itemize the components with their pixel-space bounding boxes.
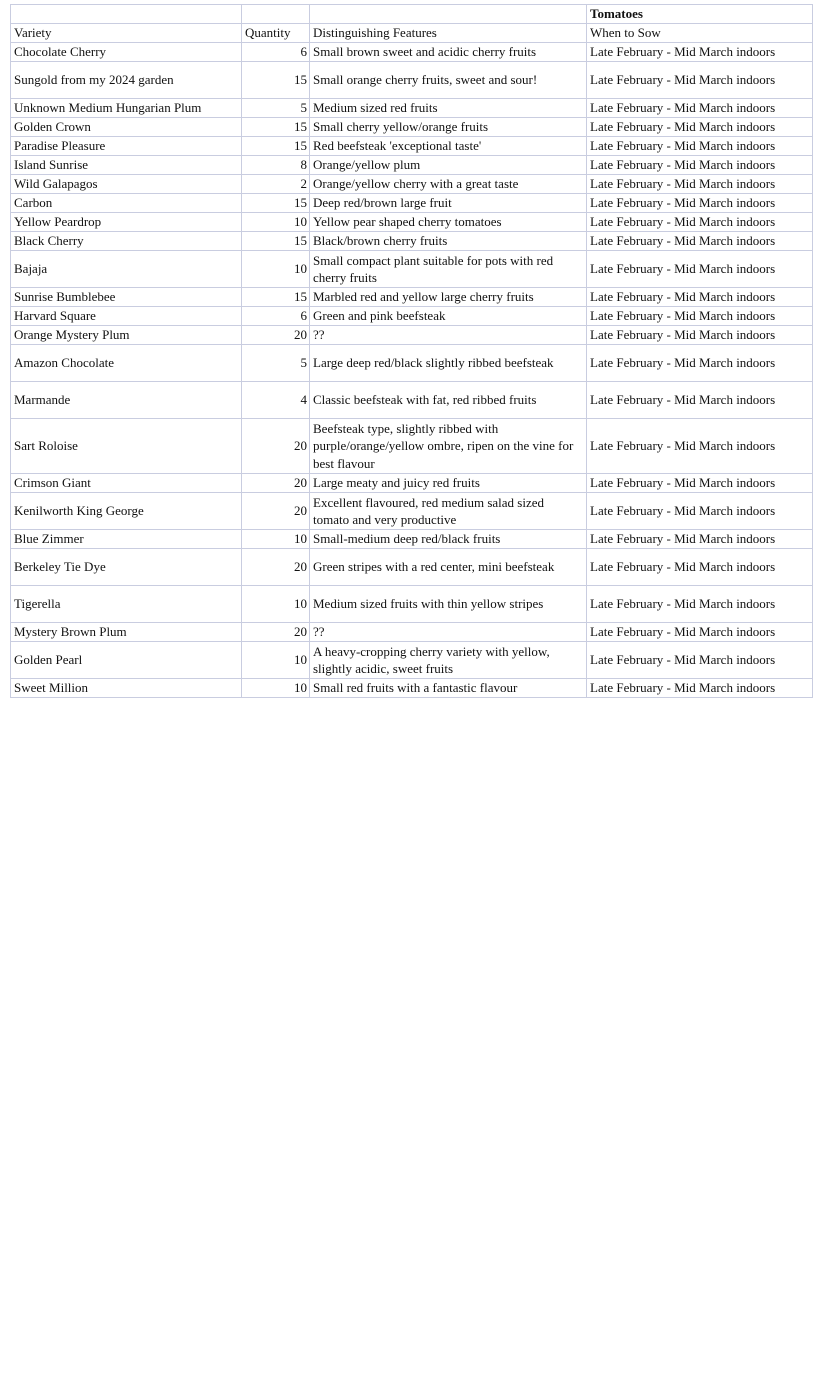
sow-cell[interactable]: Late February - Mid March indoors [587, 232, 813, 251]
table-row [11, 232, 813, 251]
quantity-cell[interactable]: 20 [242, 493, 310, 530]
quantity-cell[interactable]: 10 [242, 679, 310, 698]
quantity-cell[interactable]: 2 [242, 175, 310, 194]
variety-cell[interactable]: Amazon Chocolate [11, 345, 242, 382]
quantity-cell[interactable]: 15 [242, 137, 310, 156]
features-cell[interactable]: Small cherry yellow/orange fruits [310, 118, 587, 137]
sow-cell[interactable]: Late February - Mid March indoors [587, 474, 813, 493]
table-row [11, 288, 813, 307]
table-row [11, 530, 813, 549]
quantity-cell[interactable]: 4 [242, 382, 310, 419]
features-cell[interactable]: Large deep red/black slightly ribbed beefsteak [310, 345, 587, 382]
sow-cell[interactable]: Late February - Mid March indoors [587, 43, 813, 62]
features-cell[interactable]: Green and pink beefsteak [310, 307, 587, 326]
features-cell[interactable]: Marbled red and yellow large cherry fruits [310, 288, 587, 307]
variety-cell[interactable]: Sungold from my 2024 garden [11, 62, 242, 99]
features-cell[interactable]: Small red fruits with a fantastic flavour [310, 679, 587, 698]
sow-cell[interactable]: Late February - Mid March indoors [587, 530, 813, 549]
quantity-cell[interactable]: 20 [242, 474, 310, 493]
empty-cell[interactable] [310, 5, 587, 24]
table-row [11, 251, 813, 288]
sow-header[interactable]: When to Sow [587, 24, 813, 43]
variety-cell[interactable]: Crimson Giant [11, 474, 242, 493]
quantity-cell[interactable]: 6 [242, 307, 310, 326]
features-cell[interactable]: Medium sized fruits with thin yellow stripes [310, 586, 587, 623]
header-row [11, 24, 813, 43]
table-row [11, 213, 813, 232]
table-row [11, 679, 813, 698]
variety-cell[interactable]: Orange Mystery Plum [11, 326, 242, 345]
sow-cell[interactable]: Late February - Mid March indoors [587, 251, 813, 288]
sow-cell[interactable]: Late February - Mid March indoors [587, 118, 813, 137]
variety-cell[interactable]: Yellow Peardrop [11, 213, 242, 232]
quantity-cell[interactable]: 5 [242, 99, 310, 118]
quantity-cell[interactable]: 15 [242, 194, 310, 213]
empty-cell[interactable] [242, 5, 310, 24]
quantity-cell[interactable]: 20 [242, 549, 310, 586]
table-row [11, 493, 813, 530]
features-cell[interactable]: Small brown sweet and acidic cherry fruits [310, 43, 587, 62]
sow-cell[interactable]: Late February - Mid March indoors [587, 213, 813, 232]
variety-cell[interactable]: Chocolate Cherry [11, 43, 242, 62]
quantity-cell[interactable]: 10 [242, 213, 310, 232]
features-cell[interactable]: A heavy-cropping cherry variety with yellow, slightly acidic, sweet fruits [310, 642, 587, 679]
title-row [11, 5, 813, 24]
table-row [11, 326, 813, 345]
table-row [11, 419, 813, 474]
table-row [11, 474, 813, 493]
table-row [11, 549, 813, 586]
sow-cell[interactable]: Late February - Mid March indoors [587, 137, 813, 156]
variety-cell[interactable]: Bajaja [11, 251, 242, 288]
sow-cell[interactable]: Late February - Mid March indoors [587, 493, 813, 530]
sow-cell[interactable]: Late February - Mid March indoors [587, 586, 813, 623]
features-cell[interactable]: Green stripes with a red center, mini beefsteak [310, 549, 587, 586]
table-row [11, 175, 813, 194]
table-body [11, 5, 813, 698]
variety-cell[interactable]: Golden Pearl [11, 642, 242, 679]
sow-cell[interactable]: Late February - Mid March indoors [587, 194, 813, 213]
features-cell[interactable]: Deep red/brown large fruit [310, 194, 587, 213]
features-cell[interactable]: Classic beefsteak with fat, red ribbed fruits [310, 382, 587, 419]
sow-cell[interactable]: Late February - Mid March indoors [587, 156, 813, 175]
sow-cell[interactable]: Late February - Mid March indoors [587, 307, 813, 326]
variety-cell[interactable]: Golden Crown [11, 118, 242, 137]
variety-header[interactable]: Variety [11, 24, 242, 43]
variety-cell[interactable]: Wild Galapagos [11, 175, 242, 194]
sow-cell[interactable]: Late February - Mid March indoors [587, 382, 813, 419]
quantity-cell[interactable]: 20 [242, 419, 310, 474]
variety-cell[interactable]: Blue Zimmer [11, 530, 242, 549]
sow-cell[interactable]: Late February - Mid March indoors [587, 623, 813, 642]
quantity-header[interactable]: Quantity [242, 24, 310, 43]
table-row [11, 99, 813, 118]
quantity-cell[interactable]: 15 [242, 118, 310, 137]
features-cell[interactable]: Excellent flavoured, red medium salad sized tomato and very productive [310, 493, 587, 530]
variety-cell[interactable]: Island Sunrise [11, 156, 242, 175]
variety-cell[interactable]: Sunrise Bumblebee [11, 288, 242, 307]
variety-cell[interactable]: Mystery Brown Plum [11, 623, 242, 642]
variety-cell[interactable]: Paradise Pleasure [11, 137, 242, 156]
sow-cell[interactable]: Late February - Mid March indoors [587, 419, 813, 474]
table-row [11, 586, 813, 623]
sow-cell[interactable]: Late February - Mid March indoors [587, 679, 813, 698]
quantity-cell[interactable]: 10 [242, 642, 310, 679]
sow-cell[interactable]: Late February - Mid March indoors [587, 288, 813, 307]
sow-cell[interactable]: Late February - Mid March indoors [587, 326, 813, 345]
tomato-sowing-table [10, 4, 813, 698]
table-row [11, 43, 813, 62]
quantity-cell[interactable]: 20 [242, 326, 310, 345]
variety-cell[interactable]: Kenilworth King George [11, 493, 242, 530]
features-cell[interactable]: Large meaty and juicy red fruits [310, 474, 587, 493]
table-row [11, 156, 813, 175]
quantity-cell[interactable]: 15 [242, 62, 310, 99]
table-row [11, 194, 813, 213]
features-cell[interactable]: Small compact plant suitable for pots with red cherry fruits [310, 251, 587, 288]
features-cell[interactable]: Black/brown cherry fruits [310, 232, 587, 251]
quantity-cell[interactable]: 8 [242, 156, 310, 175]
table-row [11, 62, 813, 99]
features-cell[interactable]: Beefsteak type, slightly ribbed with purple/orange/yellow ombre, ripen on the vine for best flavour [310, 419, 587, 474]
sow-cell[interactable]: Late February - Mid March indoors [587, 642, 813, 679]
features-cell[interactable]: Orange/yellow cherry with a great taste [310, 175, 587, 194]
table-row [11, 118, 813, 137]
quantity-cell[interactable]: 6 [242, 43, 310, 62]
sow-cell[interactable]: Late February - Mid March indoors [587, 175, 813, 194]
variety-cell[interactable]: Sart Roloise [11, 419, 242, 474]
features-cell[interactable]: Small-medium deep red/black fruits [310, 530, 587, 549]
features-cell[interactable]: Yellow pear shaped cherry tomatoes [310, 213, 587, 232]
features-header[interactable]: Distinguishing Features [310, 24, 587, 43]
sow-cell[interactable]: Late February - Mid March indoors [587, 62, 813, 99]
features-cell[interactable]: Medium sized red fruits [310, 99, 587, 118]
quantity-cell[interactable]: 15 [242, 288, 310, 307]
table-row [11, 137, 813, 156]
table-row [11, 382, 813, 419]
features-cell[interactable]: Orange/yellow plum [310, 156, 587, 175]
variety-cell[interactable]: Carbon [11, 194, 242, 213]
sheet-title-cell[interactable]: Tomatoes [587, 5, 813, 24]
features-cell[interactable]: ?? [310, 326, 587, 345]
table-row [11, 345, 813, 382]
quantity-cell[interactable]: 10 [242, 586, 310, 623]
variety-cell[interactable]: Marmande [11, 382, 242, 419]
quantity-cell[interactable]: 15 [242, 232, 310, 251]
variety-cell[interactable]: Sweet Million [11, 679, 242, 698]
variety-cell[interactable]: Black Cherry [11, 232, 242, 251]
variety-cell[interactable]: Unknown Medium Hungarian Plum [11, 99, 242, 118]
quantity-cell[interactable]: 10 [242, 530, 310, 549]
variety-cell[interactable]: Berkeley Tie Dye [11, 549, 242, 586]
sow-cell[interactable]: Late February - Mid March indoors [587, 345, 813, 382]
features-cell[interactable]: ?? [310, 623, 587, 642]
features-cell[interactable]: Red beefsteak 'exceptional taste' [310, 137, 587, 156]
variety-cell[interactable]: Harvard Square [11, 307, 242, 326]
empty-cell[interactable] [11, 5, 242, 24]
quantity-cell[interactable]: 5 [242, 345, 310, 382]
quantity-cell[interactable]: 10 [242, 251, 310, 288]
variety-cell[interactable]: Tigerella [11, 586, 242, 623]
quantity-cell[interactable]: 20 [242, 623, 310, 642]
sow-cell[interactable]: Late February - Mid March indoors [587, 549, 813, 586]
sow-cell[interactable]: Late February - Mid March indoors [587, 99, 813, 118]
table-row [11, 642, 813, 679]
table-row [11, 307, 813, 326]
features-cell[interactable]: Small orange cherry fruits, sweet and sour! [310, 62, 587, 99]
table-row [11, 623, 813, 642]
